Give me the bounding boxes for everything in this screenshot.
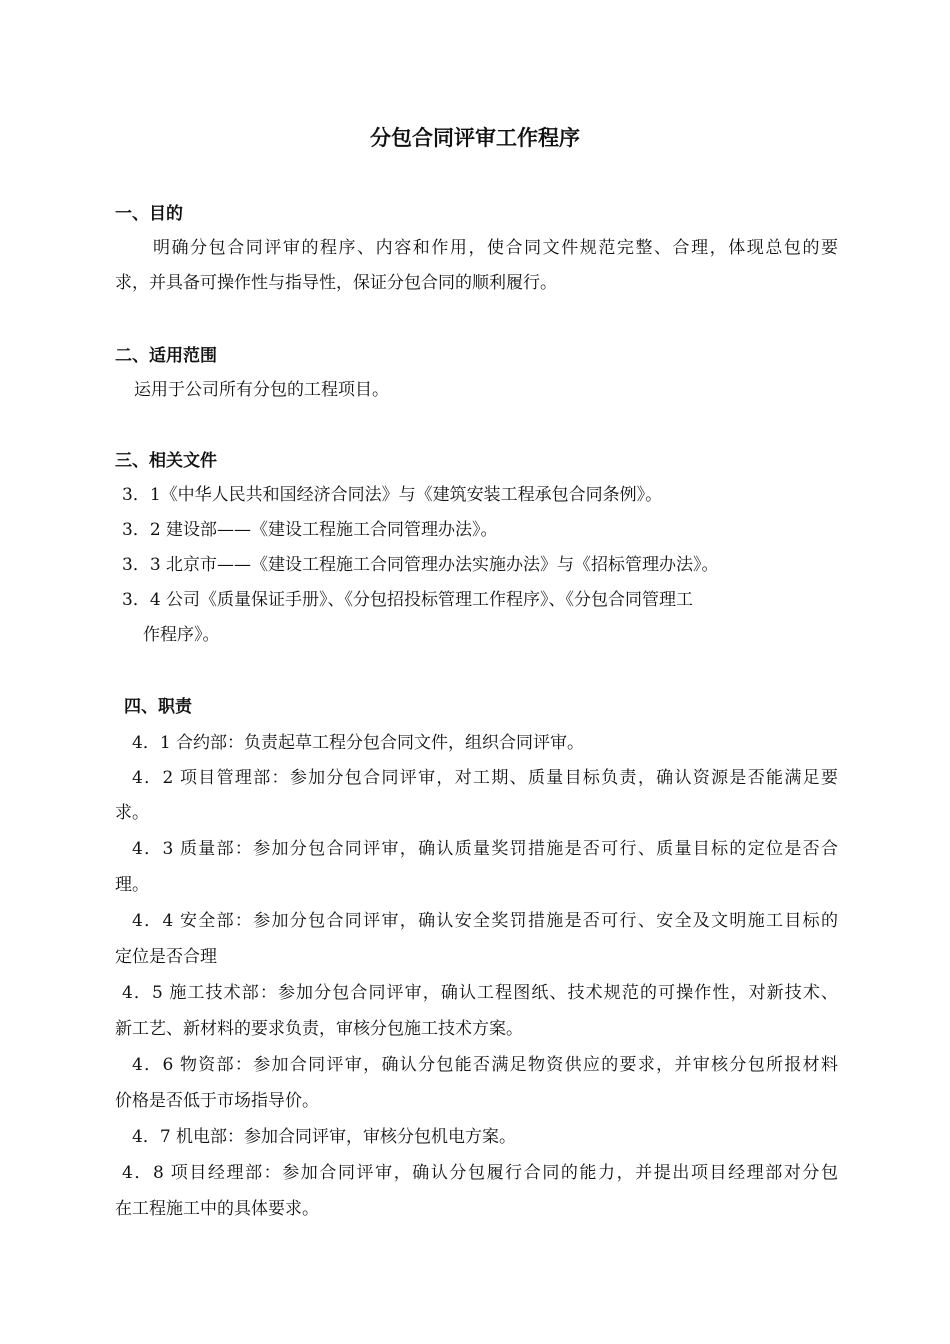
section-4-item-7: 4．7 机电部：参加合同评审，审核分包机电方案。 — [132, 1127, 517, 1147]
section-4-item-6-cont: 价格是否低于市场指导价。 — [115, 1091, 319, 1111]
document-title: 分包合同评审工作程序 — [370, 126, 580, 150]
section-3-item-3: 3．3 北京市——《建设工程施工合同管理办法实施办法》与《招标管理办法》。 — [122, 555, 719, 575]
section-3-item-2: 3．2 建设部——《建设工程施工合同管理办法》。 — [122, 520, 498, 540]
section-3-item-1: 3．1《中华人民共和国经济合同法》与《建筑安装工程承包合同条例》。 — [122, 485, 663, 505]
section-4-item-8-cont: 在工程施工中的具体要求。 — [115, 1199, 319, 1219]
section-4-item-4-cont: 定位是否合理 — [115, 947, 217, 967]
section-4-item-5: 4．5 施工技术部：参加分包合同评审，确认工程图纸、技术规范的可操作性，对新技术、 — [122, 983, 838, 1003]
section-1-paragraph-line-2: 求，并具备可操作性与指导性，保证分包合同的顺利履行。 — [115, 273, 557, 293]
section-4-item-4: 4．4 安全部：参加分包合同评审，确认安全奖罚措施是否可行、安全及文明施工目标的 — [132, 911, 838, 931]
section-2-paragraph: 运用于公司所有分包的工程项目。 — [134, 380, 389, 400]
section-3-item-4: 3．4 公司《质量保证手册》、《分包招投标管理工作程序》、《分包合同管理工 — [122, 590, 694, 610]
section-4-item-3-cont: 理。 — [115, 875, 149, 895]
section-4-item-5-cont: 新工艺、新材料的要求负责，审核分包施工技术方案。 — [115, 1019, 523, 1039]
section-2-heading: 二、适用范围 — [115, 346, 217, 366]
section-4-item-6: 4．6 物资部：参加合同评审，确认分包能否满足物资供应的要求，并审核分包所报材料 — [132, 1055, 838, 1075]
section-3-item-4-cont: 作程序》。 — [143, 625, 220, 645]
section-4-item-3: 4．3 质量部：参加分包合同评审，确认质量奖罚措施是否可行、质量目标的定位是否合 — [132, 839, 838, 859]
section-4-item-2-cont: 求。 — [115, 803, 149, 823]
section-4-item-1: 4．1 合约部：负责起草工程分包合同文件，组织合同评审。 — [132, 733, 585, 753]
section-3-heading: 三、相关文件 — [115, 451, 217, 471]
section-4-item-2: 4．2 项目管理部：参加分包合同评审，对工期、质量目标负责，确认资源是否能满足要 — [132, 768, 838, 788]
section-4-heading: 四、职责 — [124, 697, 192, 717]
section-1-heading: 一、目的 — [115, 204, 183, 224]
section-4-item-8: 4．8 项目经理部：参加合同评审，确认分包履行合同的能力，并提出项目经理部对分包 — [122, 1163, 838, 1183]
section-1-paragraph-line-1: 明确分包合同评审的程序、内容和作用，使合同文件规范完整、合理，体现总包的要 — [153, 238, 838, 258]
